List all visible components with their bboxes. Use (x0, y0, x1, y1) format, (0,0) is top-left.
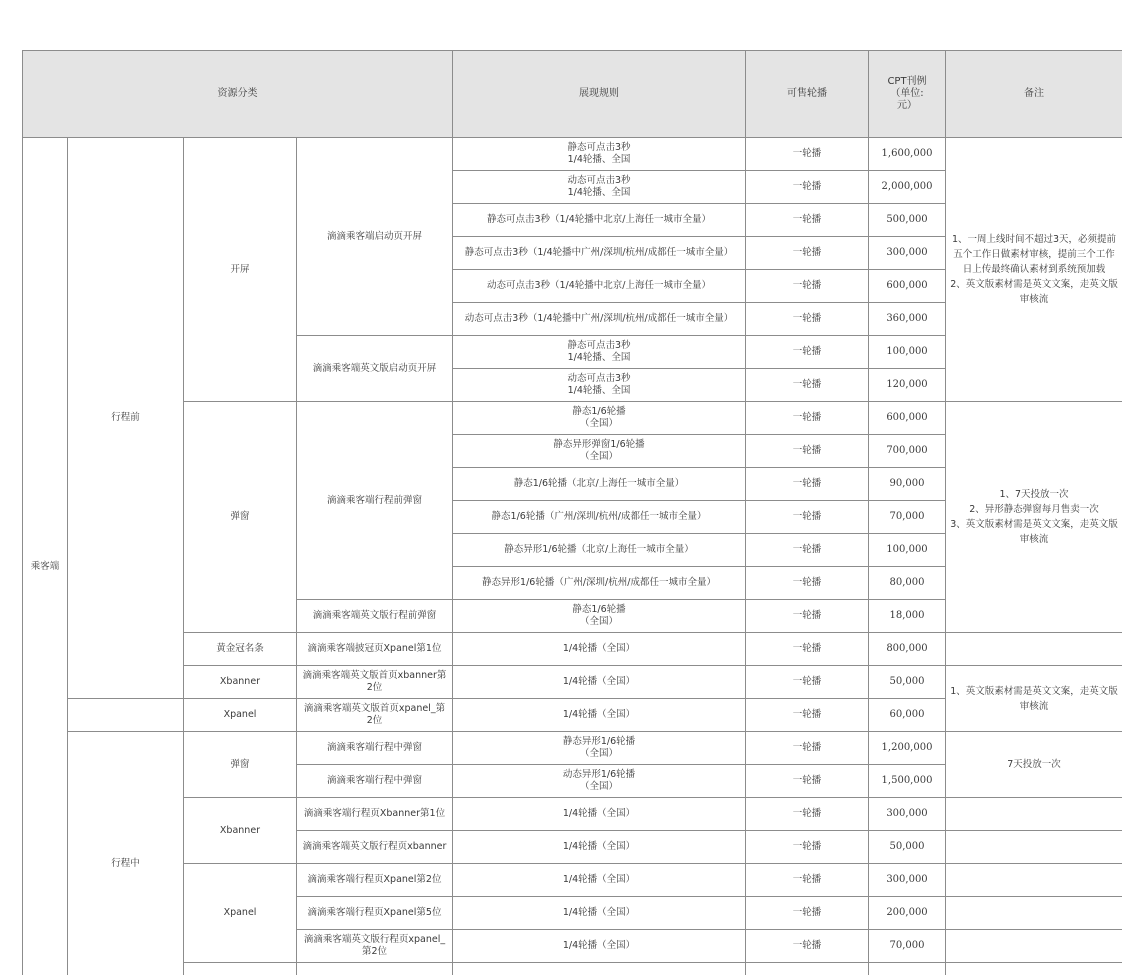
remark-empty (946, 633, 1123, 666)
rotation-cell: 一轮播 (746, 897, 869, 930)
location-xbanner-en: 滴滴乘客端英文版首页xbanner第2位 (297, 666, 453, 699)
rule-cell: 1/4轮播（全国） (453, 930, 746, 963)
rotation-cell: 一轮播 (746, 270, 869, 303)
location-popup-en: 滴滴乘客端英文版行程前弹窗 (297, 600, 453, 633)
rule-cell: 1/4轮播（全国） (453, 897, 746, 930)
rule-line: 1/4轮播、全国 (567, 385, 631, 396)
rotation-cell: 一轮播 (746, 666, 869, 699)
cpt-cell: 360,000 (869, 303, 946, 336)
rotation-cell: 一轮播 (746, 369, 869, 402)
rotation-cell: 一轮播 (746, 204, 869, 237)
table-row (23, 963, 1123, 975)
cpt-cell: 120,000 (869, 369, 946, 402)
cpt-cell: 700,000 (869, 435, 946, 468)
header-row (23, 51, 1123, 138)
rotation-cell: 一轮播 (746, 930, 869, 963)
rule-cell: 1/4轮播（全国） (453, 864, 746, 897)
table-row (23, 732, 1123, 765)
header-cpt-line: （单位: (890, 88, 924, 99)
rotation-cell: 一轮播 (746, 567, 869, 600)
rule-cell: 静态异形1/6轮播（北京/上海任一城市全量） (453, 534, 746, 567)
header-rotation: 可售轮播 (746, 51, 869, 138)
rotation-cell: 一轮播 (746, 765, 869, 798)
rule-line: 静态可点击3秒 (567, 142, 631, 153)
remark-empty (946, 864, 1123, 897)
rule-cell: 静态可点击3秒（1/4轮播中广州/深圳/杭州/成都任一城市全量） (453, 237, 746, 270)
type-gold-list: 黄金冠名条 (184, 633, 297, 666)
rule-line: （全国） (579, 748, 618, 759)
rule-cell: 动态可点击3秒（1/4轮播中广州/深圳/杭州/成都任一城市全量） (453, 303, 746, 336)
rotation-cell: 一轮播 (746, 303, 869, 336)
rule-line: 1/4轮播、全国 (567, 154, 631, 165)
cpt-cell: 18,000 (869, 600, 946, 633)
remark-empty (946, 897, 1123, 930)
cpt-cell: 80,000 (869, 567, 946, 600)
type-popup: 弹窗 (184, 402, 297, 633)
header-category: 资源分类 (23, 51, 453, 138)
cpt-cell: 100,000 (869, 534, 946, 567)
location-cell: 滴滴乘客端英文版行程页xpanel_第2位 (297, 930, 453, 963)
location-popup-cn: 滴滴乘客端行程前弹窗 (297, 402, 453, 600)
rotation-cell: 一轮播 (746, 402, 869, 435)
cpt-cell: 1,500,000 (869, 765, 946, 798)
table-row (23, 138, 1123, 171)
location-empty (453, 963, 746, 975)
rotation-cell: 一轮播 (746, 600, 869, 633)
rotation-cell: 一轮播 (746, 468, 869, 501)
rule-line: 静态异形1/6轮播 (562, 736, 636, 747)
type-in-trip-xbanner: Xbanner (184, 798, 297, 864)
cpt-cell: 70,000 (869, 930, 946, 963)
rule-cell: 动态可点击3秒（1/4轮播中北京/上海任一城市全量） (453, 270, 746, 303)
rule-line: 静态1/6轮播 (572, 406, 626, 417)
table-row (23, 666, 1123, 699)
table-row (23, 864, 1123, 897)
rule-cell: 静态1/6轮播（广州/深圳/杭州/成都任一城市全量） (453, 501, 746, 534)
rule-line: 动态可点击3秒 (567, 175, 631, 186)
rule-line: 1/4轮播、全国 (567, 187, 631, 198)
table-row (23, 798, 1123, 831)
rule-cell (453, 600, 746, 633)
rule-cell: 1/4轮播（全国） (453, 633, 746, 666)
cpt-cell: 100,000 (869, 336, 946, 369)
header-cpt-line: CPT刊例 (887, 76, 927, 87)
location-cell: 滴滴乘客端行程中弹窗 (297, 765, 453, 798)
rule-line: 动态异形1/6轮播 (562, 769, 636, 780)
table-row (23, 633, 1123, 666)
rotation-cell: 一轮播 (746, 831, 869, 864)
rotation-cell: 一轮播 (746, 501, 869, 534)
platform-cell: 乘客端 (23, 138, 68, 975)
rule-line: （全国） (579, 451, 618, 462)
remark-empty (946, 798, 1123, 831)
rule-cell (453, 171, 746, 204)
type-xbanner: Xbanner (184, 666, 297, 699)
cpt-cell: 300,000 (869, 864, 946, 897)
cpt-cell: 1,600,000 (869, 138, 946, 171)
type-in-trip-xpanel: Xpanel (184, 864, 297, 963)
rule-line: 1/4轮播、全国 (567, 352, 631, 363)
rule-line: 静态异形弹窗1/6轮播 (553, 439, 645, 450)
cpt-cell: 800,000 (869, 633, 946, 666)
remark-empty (946, 930, 1123, 963)
rule-cell (453, 402, 746, 435)
cpt-cell: 50,000 (869, 831, 946, 864)
rate-card-document (22, 50, 1122, 975)
type-xpanel: Xpanel (184, 699, 297, 732)
rotation-cell: 一轮播 (746, 798, 869, 831)
rule-cell: 1/4轮播（全国） (453, 699, 746, 732)
rotation-cell: 一轮播 (746, 699, 869, 732)
rule-line: （全国） (579, 781, 618, 792)
cpt-cell: 90,000 (869, 468, 946, 501)
location-cell: 滴滴乘客端行程中弹窗 (297, 732, 453, 765)
remark-en: 1、英文版素材需是英文文案，走英文版审核流 (946, 666, 1123, 732)
rotation-cell: 一轮播 (746, 534, 869, 567)
rule-empty (746, 963, 869, 975)
rule-cell (453, 765, 746, 798)
rule-cell: 1/4轮播（全国） (453, 666, 746, 699)
cpt-cell: 300,000 (869, 798, 946, 831)
rotation-cell: 一轮播 (746, 435, 869, 468)
remark-in-trip-popup: 7天投放一次 (946, 732, 1123, 798)
rule-line: 静态可点击3秒 (567, 340, 631, 351)
table-row (23, 402, 1123, 435)
cpt-cell: 200,000 (869, 897, 946, 930)
type-in-trip-popup: 弹窗 (184, 732, 297, 798)
remark-splash: 1、一周上线时间不超过3天，必须提前五个工作日做素材审核，提前三个工作日上传最终确认素材到系统预加载 2、英文版素材需是英文文案，走英文版审核流 (946, 138, 1123, 402)
cpt-cell: 1,200,000 (869, 732, 946, 765)
rotation-cell: 一轮播 (746, 732, 869, 765)
rule-line: （全国） (579, 418, 618, 429)
rotation-cell: 一轮播 (746, 138, 869, 171)
remark-empty (946, 831, 1123, 864)
location-gold-list: 滴滴乘客端披冠页Xpanel第1位 (297, 633, 453, 666)
stage-pre-trip: 行程前 (68, 138, 184, 699)
type-splash: 开屏 (184, 138, 297, 402)
rule-cell: 静态异形1/6轮播（广州/深圳/杭州/成都任一城市全量） (453, 567, 746, 600)
stage-in-trip-continued (184, 963, 297, 975)
rule-cell (453, 369, 746, 402)
cpt-cell: 2,000,000 (869, 171, 946, 204)
rotation-cell: 一轮播 (746, 336, 869, 369)
location-splash-cn: 滴滴乘客端启动页开屏 (297, 138, 453, 336)
cpt-cell: 70,000 (869, 501, 946, 534)
location-cell: 滴滴乘客端行程页Xpanel第2位 (297, 864, 453, 897)
location-xpanel-en: 滴滴乘客端英文版首页xpanel_第2位 (297, 699, 453, 732)
remark-popup: 1、7天投放一次 2、异形静态弹窗每月售卖一次 3、英文版素材需是英文文案，走英文版审核流 (946, 402, 1123, 633)
cpt-cell: 300,000 (869, 237, 946, 270)
header-cpt (869, 51, 946, 138)
location-cell: 滴滴乘客端英文版行程页xbanner (297, 831, 453, 864)
location-splash-en: 滴滴乘客端英文版启动页开屏 (297, 336, 453, 402)
header-rule: 展现规则 (453, 51, 746, 138)
stage-in-trip: 行程中 (68, 732, 184, 975)
rule-cell (453, 435, 746, 468)
rule-cell (453, 138, 746, 171)
header-remark: 备注 (946, 51, 1123, 138)
cpt-cell: 500,000 (869, 204, 946, 237)
type-empty (297, 963, 453, 975)
rule-cell: 静态1/6轮播（北京/上海任一城市全量） (453, 468, 746, 501)
cpt-cell: 60,000 (869, 699, 946, 732)
rotation-empty (869, 963, 946, 975)
rotation-cell: 一轮播 (746, 633, 869, 666)
rule-line: 静态1/6轮播 (572, 604, 626, 615)
cpt-cell: 600,000 (869, 270, 946, 303)
rule-line: 动态可点击3秒 (567, 373, 631, 384)
stage-pre-trip-continued (68, 699, 184, 732)
rule-line: （全国） (579, 616, 618, 627)
rule-cell: 1/4轮播（全国） (453, 831, 746, 864)
cpt-cell: 50,000 (869, 666, 946, 699)
location-cell: 滴滴乘客端行程页Xbanner第1位 (297, 798, 453, 831)
rule-cell: 静态可点击3秒（1/4轮播中北京/上海任一城市全量） (453, 204, 746, 237)
cpt-empty (946, 963, 1123, 975)
header-cpt-line: 元） (897, 100, 917, 111)
rule-cell (453, 732, 746, 765)
rotation-cell: 一轮播 (746, 237, 869, 270)
rate-card-table (22, 50, 1122, 975)
rule-cell: 1/4轮播（全国） (453, 798, 746, 831)
location-cell: 滴滴乘客端行程页Xpanel第5位 (297, 897, 453, 930)
rule-cell (453, 336, 746, 369)
rotation-cell: 一轮播 (746, 864, 869, 897)
rotation-cell: 一轮播 (746, 171, 869, 204)
cpt-cell: 600,000 (869, 402, 946, 435)
